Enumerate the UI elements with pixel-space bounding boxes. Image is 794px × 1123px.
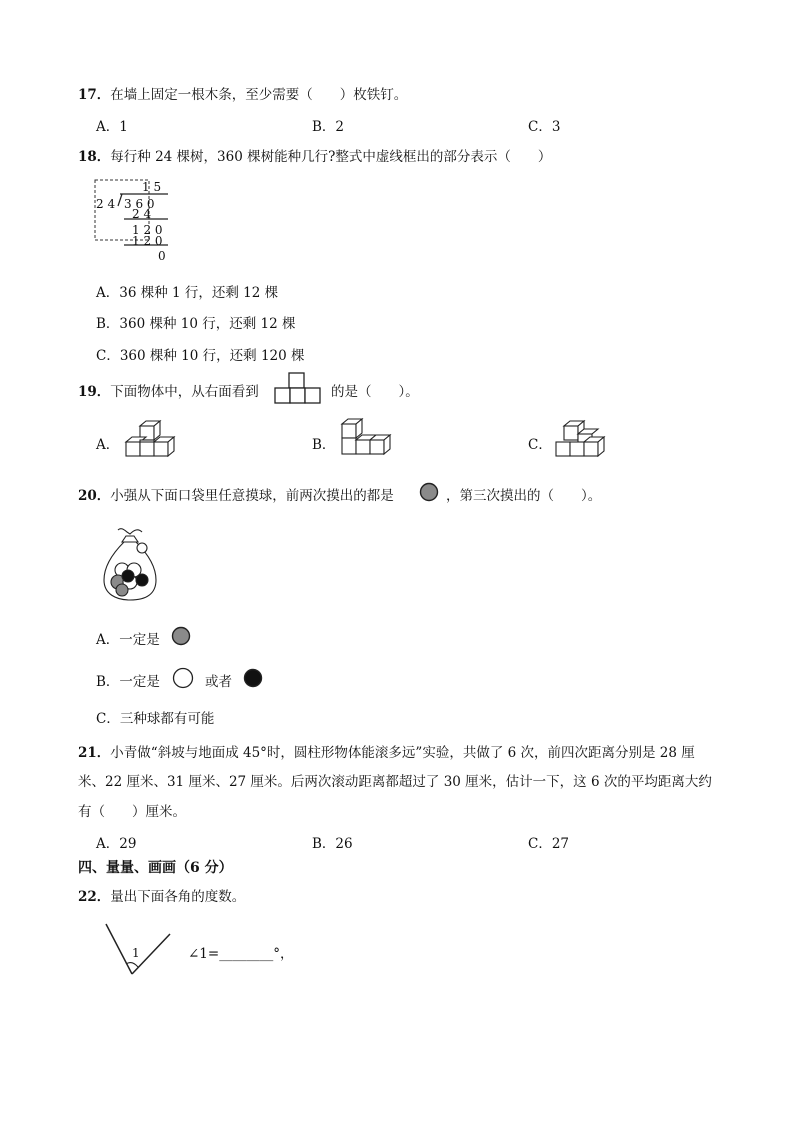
q21-option-b[interactable]: B．26 [312, 836, 353, 852]
q19-option-c[interactable]: C． [528, 437, 552, 453]
option-a-gray-ball-icon [170, 625, 192, 647]
q20-text-before: 小强从下面口袋里任意摸球，前两次摸出的都是 [110, 488, 394, 504]
cube-stack-c-icon [552, 420, 610, 462]
q17-number: 17． [78, 87, 111, 103]
q18-option-c[interactable]: C．360 棵种 10 行，还剩 120 棵 [96, 348, 305, 364]
q19-text-after: 的是（ ）。 [331, 384, 419, 400]
black-ball-icon [242, 667, 264, 689]
section-4-title: 四、量量、画画（6 分） [78, 860, 233, 876]
q17-text: 在墙上固定一根木条，至少需要（ ）枚铁钉。 [110, 87, 408, 103]
q21-line1 [78, 741, 695, 761]
q21-option-a[interactable]: A．29 [96, 836, 137, 852]
division-quotient: 1 5 [142, 180, 162, 194]
cube-stack-b-icon [338, 418, 396, 460]
q21-line3: 有（ ）厘米。 [78, 804, 186, 820]
q18-stem [78, 145, 551, 165]
angle-1-label: 1 [132, 946, 140, 960]
division-lines [92, 176, 182, 268]
cube-stack-a-icon [120, 420, 178, 462]
q21-number: 21． [78, 745, 111, 761]
q20-option-b[interactable] [96, 670, 160, 690]
q20-option-b-label: B．一定是 [96, 674, 160, 690]
q18-option-b[interactable]: B．360 棵种 10 行，还剩 12 棵 [96, 316, 296, 332]
division-final: 0 [158, 249, 166, 263]
q19-stem-before [78, 380, 259, 400]
q20-option-c[interactable]: C．三种球都有可能 [96, 711, 215, 727]
ball-bag-icon [98, 524, 162, 602]
q17-option-a[interactable]: A．1 [96, 119, 128, 135]
q20-text-after: ，第三次摸出的（ ）。 [446, 488, 602, 504]
q20-option-a-label: A．一定是 [96, 632, 160, 648]
q20-number: 20． [78, 488, 111, 504]
q21-option-c[interactable]: C．27 [528, 836, 570, 852]
division-step2: 1 2 0 [132, 234, 163, 248]
q19-option-a[interactable]: A． [96, 437, 120, 453]
q20-option-a[interactable] [96, 628, 160, 648]
q19-option-b[interactable]: B． [312, 437, 336, 453]
gray-ball-icon [418, 481, 440, 503]
q17-stem [78, 83, 407, 103]
division-step1: 2 4 [132, 207, 152, 221]
q21-line2: 米、22 厘米、31 厘米、27 厘米。后两次滚动距离都超过了 30 厘米，估计一下，这 6 次的平均距离大约 [78, 774, 712, 790]
q20-stem-before [78, 484, 394, 504]
right-view-shape-icon [274, 372, 322, 404]
q20-option-b-or: 或者 [205, 674, 232, 690]
division-dividend: 3 6 0 [124, 197, 155, 211]
q19-number: 19． [78, 384, 111, 400]
q18-text: 每行种 24 棵树，360 棵树能种几行?整式中虚线框出的部分表示（ ） [110, 149, 552, 165]
angle-1-answer-blank[interactable]: ∠1=________°， [188, 946, 294, 962]
q17-option-b[interactable]: B．2 [312, 119, 345, 135]
q22-number: 22． [78, 889, 111, 905]
q17-option-c[interactable]: C．3 [528, 119, 561, 135]
q22-stem [78, 885, 245, 905]
white-ball-icon [171, 666, 195, 690]
q18-number: 18． [78, 149, 111, 165]
long-division-figure [92, 176, 182, 268]
q18-option-a[interactable]: A．36 棵种 1 行，还剩 12 棵 [96, 285, 279, 301]
q19-text-before: 下面物体中，从右面看到 [110, 384, 259, 400]
q22-text: 量出下面各角的度数。 [110, 889, 246, 905]
division-remainder1: 1 2 0 [132, 223, 163, 237]
q21-text-line1: 小青做“斜坡与地面成 45°时，圆柱形物体能滚多远”实验，共做了 6 次，前四次距离分别是 28 厘 [110, 745, 695, 761]
division-divisor: 2 4 [96, 197, 116, 211]
